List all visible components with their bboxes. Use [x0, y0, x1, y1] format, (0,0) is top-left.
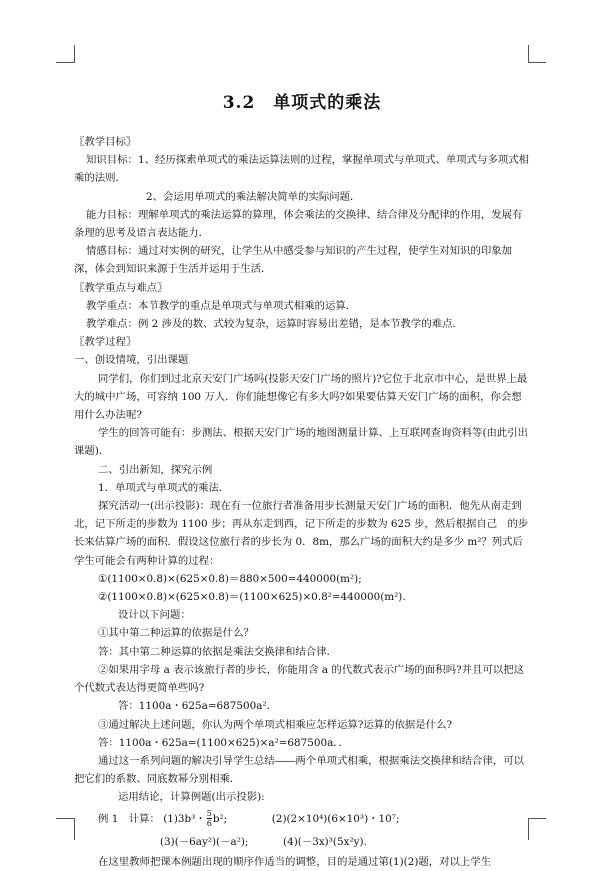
goal-knowledge-2: 2、会运用单项式的乘法解决简单的实际问题． [146, 190, 361, 203]
answer-1: 答：其中第二种运算的依据是乘法交换律和结合律． [98, 645, 337, 658]
example-1-line-1 [74, 807, 530, 831]
section-1-paragraph-2: 学生的回答可能有：步测法、根据天安门广场的地图测量计算、上互联网查询资料等(由此引出课题)． [74, 427, 529, 458]
fraction [207, 809, 212, 828]
example-1-part-b: b²; [212, 812, 228, 825]
goal-ability: 能力目标：理解单项式的乘法运算的算理，体会乘法的交换律、结合律及分配律的作用，发展有条理的思考及语言表达能力． [74, 208, 523, 240]
questions-intro: 设计以下问题： [118, 609, 191, 622]
section-1-paragraph-1: 同学们，你们到过北京天安门广场吗(投影天安门广场的照片)?它位于北京市中心，是世界上最大的城中广场，可容纳 100 万人．你们能想像它有多大吗?如果要估算天安门广场的面积，你会想用什么办法呢? [74, 372, 528, 422]
goals-heading: 〖教学目标〗 [74, 136, 137, 148]
question-3: ③通过解决上述问题，你认为两个单项式相乘应怎样运算?运算的依据是什么? [98, 718, 453, 731]
fraction-numerator: 5 [206, 809, 212, 819]
crop-mark-top-left-v [74, 45, 75, 63]
example-1-part-a: (1)3b³・ [163, 812, 206, 825]
difficult-point: 教学难点：例 2 涉及的数、式较为复杂，运算时容易出差错，是本节教学的难点． [86, 318, 463, 331]
calculation-1: ①(1100×0.8)×(625×0.8)＝880×500=440000(m²); [98, 572, 362, 585]
question-1: ①其中第二种运算的依据是什么？ [98, 627, 254, 640]
crop-mark-top-left-h [56, 62, 74, 63]
crop-mark-top-right-h [528, 62, 546, 63]
example-4: (4)(－3x)³(5x²y). [283, 835, 367, 848]
use-conclusion: 运用结论，计算例题(出示投影): [118, 791, 265, 804]
fraction-denominator: 6 [206, 819, 212, 829]
key-point: 教学重点：本节教学的重点是单项式与单项式相乘的运算． [86, 299, 357, 312]
page-title: 3.2 单项式的乘法 [222, 93, 382, 113]
section-1-heading: 一、创设情境，引出课题 [74, 354, 189, 367]
answer-2: 答：1100a・625a=687500a²． [118, 700, 277, 713]
example-label: 例 1 计算： [98, 812, 160, 825]
goal-knowledge: 知识目标：1、经历探索单项式的乘法运算法则的过程，掌握单项式与单项式、单项式与多项式相乘的法则． [74, 154, 530, 185]
final-paragraph: 在这里教师把课本例题出现的顺序作适当的调整，目的是通过第(1)(2)题，对以上学生 [98, 855, 492, 868]
example-3: (3)(－6ay²)(－a²); [160, 835, 249, 848]
section-2-subheading: 1．单项式与单项式的乘法． [98, 481, 230, 494]
question-2: ②如果用字母 a 表示该旅行者的步长，你能用含 a 的代数式表示广场的面积吗?并且可以把这个代数式表达得更简单些吗? [74, 663, 525, 695]
example-1-line-2 [74, 831, 530, 853]
document-page [74, 80, 530, 871]
crop-mark-top-right-v [528, 45, 529, 63]
section-2-heading: 二、引出新知，探究示例 [98, 463, 213, 476]
example-2: (2)(2×10⁴)(6×10³)・10⁷; [271, 812, 400, 825]
crop-mark-bottom-left-h [56, 818, 74, 819]
process-heading: 〖教学过程〗 [74, 336, 137, 349]
goal-emotion: 情感目标：通过对实例的研究，让学生从中感受参与知识的产生过程，使学生对知识的印象加深，体会到知识来源于生活并运用于生活． [74, 245, 513, 276]
section-2-paragraph-1: 探究活动一(出示投影)：现在有一位旅行者准备用步长测量天安门广场的面积．他先从南走到北，记下所走的步数为 1100 步；再从东走到西，记下所走的步数为 625 步，然后根据自己 的步长来估算广场的面积．假设这位旅行者的步长为 0．8m，那么广场的面积大约是多少 m²？列式后学生可能会有两种计算的过程： [74, 500, 529, 567]
key-heading: 〖教学重点与难点〗 [74, 281, 168, 294]
summary-paragraph: 通过这一系列问题的解决引导学生总结――两个单项式相乘，根据乘法交换律和结合律，可以把它们的系数、同底数幂分别相乘． [74, 754, 525, 786]
crop-mark-bottom-right-h [528, 818, 546, 819]
calculation-2: ②(1100×0.8)×(625×0.8)＝(1100×625)×0.8²=440000(m²). [98, 591, 406, 604]
answer-3: 答：1100a・625a=(1100×625)×a²=687500a．． [98, 736, 349, 749]
